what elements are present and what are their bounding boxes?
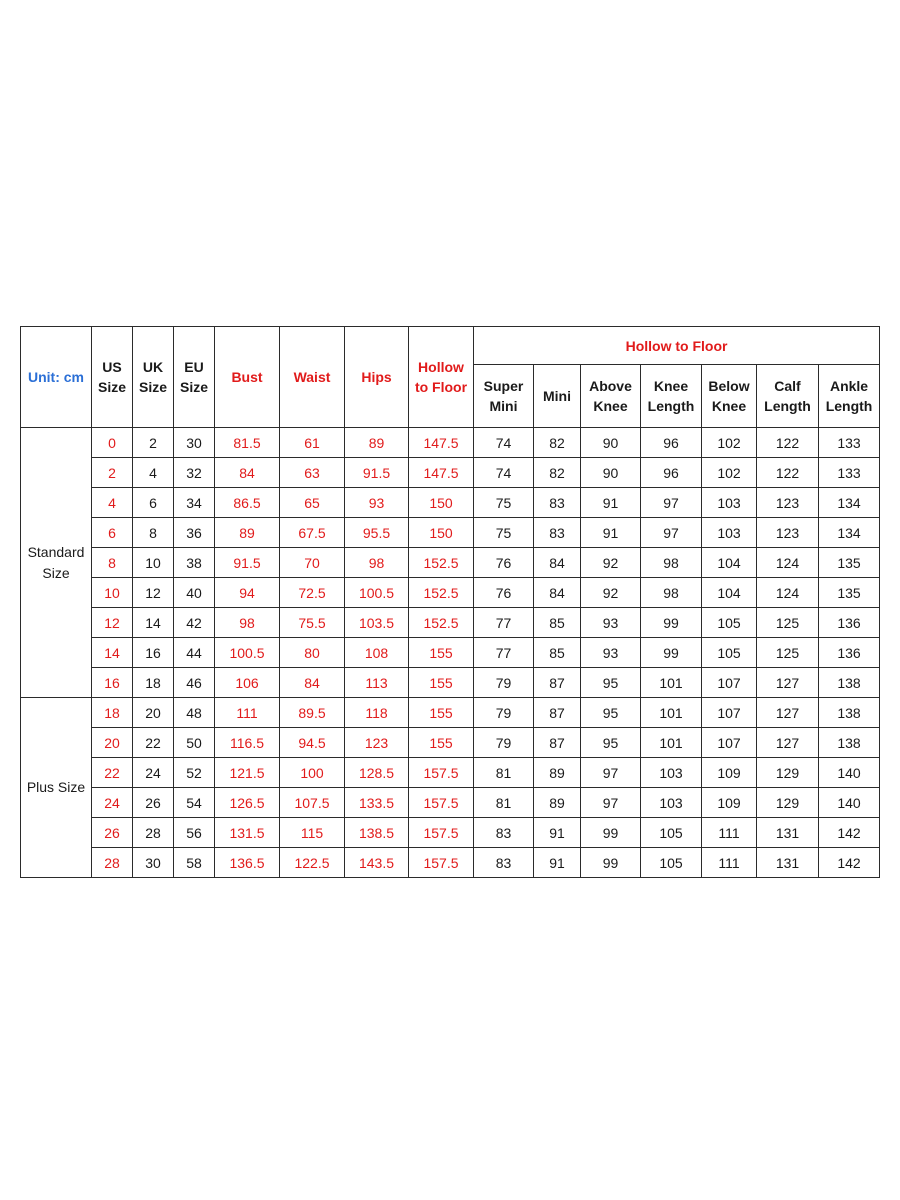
table-row <box>21 578 880 608</box>
table-cell: 24 <box>92 788 133 818</box>
unit-label: Unit: cm <box>21 327 92 428</box>
table-cell: 111 <box>702 848 757 878</box>
table-cell: 42 <box>174 608 215 638</box>
table-cell: 16 <box>133 638 174 668</box>
table-cell: 134 <box>819 518 880 548</box>
table-cell: 136 <box>819 638 880 668</box>
col-length-knee-length: Knee Length <box>641 365 702 428</box>
table-cell: 99 <box>641 608 702 638</box>
table-cell: 75 <box>474 518 534 548</box>
table-cell: 103 <box>702 488 757 518</box>
table-cell: 20 <box>92 728 133 758</box>
table-cell: 95 <box>581 668 641 698</box>
table-row <box>21 458 880 488</box>
table-cell: 122 <box>757 428 819 458</box>
table-cell: 100 <box>280 758 345 788</box>
col-length-below-knee: Below Knee <box>702 365 757 428</box>
table-cell: 28 <box>133 818 174 848</box>
table-cell: 107 <box>702 698 757 728</box>
table-cell: 140 <box>819 788 880 818</box>
col-us-size: US Size <box>92 327 133 428</box>
table-cell: 143.5 <box>345 848 409 878</box>
table-cell: 99 <box>581 848 641 878</box>
table-cell: 2 <box>133 428 174 458</box>
table-cell: 105 <box>702 608 757 638</box>
table-cell: 28 <box>92 848 133 878</box>
table-cell: 101 <box>641 668 702 698</box>
table-cell: 89 <box>215 518 280 548</box>
table-cell: 124 <box>757 548 819 578</box>
table-cell: 16 <box>92 668 133 698</box>
table-cell: 118 <box>345 698 409 728</box>
table-cell: 152.5 <box>409 608 474 638</box>
table-cell: 131 <box>757 848 819 878</box>
table-cell: 92 <box>581 578 641 608</box>
table-cell: 103 <box>641 788 702 818</box>
table-cell: 83 <box>534 518 581 548</box>
table-cell: 116.5 <box>215 728 280 758</box>
table-cell: 90 <box>581 428 641 458</box>
table-cell: 125 <box>757 638 819 668</box>
table-cell: 79 <box>474 728 534 758</box>
table-cell: 150 <box>409 518 474 548</box>
table-cell: 140 <box>819 758 880 788</box>
table-cell: 129 <box>757 758 819 788</box>
table-cell: 91.5 <box>215 548 280 578</box>
table-cell: 121.5 <box>215 758 280 788</box>
table-cell: 152.5 <box>409 548 474 578</box>
table-cell: 103.5 <box>345 608 409 638</box>
table-cell: 135 <box>819 548 880 578</box>
table-cell: 105 <box>641 848 702 878</box>
table-cell: 30 <box>133 848 174 878</box>
table-cell: 104 <box>702 578 757 608</box>
table-cell: 150 <box>409 488 474 518</box>
table-cell: 107 <box>702 728 757 758</box>
table-cell: 87 <box>534 728 581 758</box>
col-length-mini: Mini <box>534 365 581 428</box>
table-cell: 0 <box>92 428 133 458</box>
table-body <box>21 428 880 878</box>
table-cell: 81.5 <box>215 428 280 458</box>
table-cell: 22 <box>92 758 133 788</box>
table-cell: 26 <box>133 788 174 818</box>
table-cell: 98 <box>345 548 409 578</box>
table-cell: 50 <box>174 728 215 758</box>
table-cell: 124 <box>757 578 819 608</box>
table-cell: 82 <box>534 458 581 488</box>
table-cell: 100.5 <box>345 578 409 608</box>
table-cell: 126.5 <box>215 788 280 818</box>
table-cell: 147.5 <box>409 428 474 458</box>
table-cell: 81 <box>474 758 534 788</box>
table-cell: 26 <box>92 818 133 848</box>
table-cell: 97 <box>641 518 702 548</box>
table-cell: 138.5 <box>345 818 409 848</box>
table-cell: 46 <box>174 668 215 698</box>
table-cell: 84 <box>534 578 581 608</box>
table-cell: 63 <box>280 458 345 488</box>
table-cell: 89 <box>345 428 409 458</box>
table-cell: 136 <box>819 608 880 638</box>
table-cell: 98 <box>641 548 702 578</box>
table-cell: 157.5 <box>409 848 474 878</box>
table-cell: 138 <box>819 698 880 728</box>
col-length-calf-length: Calf Length <box>757 365 819 428</box>
table-cell: 82 <box>534 428 581 458</box>
table-cell: 147.5 <box>409 458 474 488</box>
table-row <box>21 818 880 848</box>
table-cell: 123 <box>757 518 819 548</box>
table-cell: 86.5 <box>215 488 280 518</box>
table-cell: 122.5 <box>280 848 345 878</box>
table-cell: 76 <box>474 548 534 578</box>
table-cell: 105 <box>702 638 757 668</box>
table-cell: 96 <box>641 428 702 458</box>
table-row <box>21 728 880 758</box>
table-cell: 84 <box>534 548 581 578</box>
table-cell: 93 <box>345 488 409 518</box>
table-cell: 72.5 <box>280 578 345 608</box>
table-cell: 98 <box>215 608 280 638</box>
table-cell: 8 <box>92 548 133 578</box>
table-cell: 93 <box>581 608 641 638</box>
table-cell: 91 <box>534 848 581 878</box>
table-cell: 18 <box>133 668 174 698</box>
table-cell: 36 <box>174 518 215 548</box>
table-cell: 56 <box>174 818 215 848</box>
table-cell: 111 <box>702 818 757 848</box>
table-cell: 10 <box>92 578 133 608</box>
table-cell: 155 <box>409 668 474 698</box>
table-cell: 103 <box>641 758 702 788</box>
table-cell: 91 <box>581 518 641 548</box>
table-cell: 105 <box>641 818 702 848</box>
col-length-ankle-length: Ankle Length <box>819 365 880 428</box>
table-cell: 22 <box>133 728 174 758</box>
table-cell: 107 <box>702 668 757 698</box>
table-row <box>21 488 880 518</box>
table-cell: 94 <box>215 578 280 608</box>
table-cell: 94.5 <box>280 728 345 758</box>
table-cell: 123 <box>345 728 409 758</box>
table-cell: 123 <box>757 488 819 518</box>
table-cell: 74 <box>474 428 534 458</box>
table-cell: 133.5 <box>345 788 409 818</box>
table-cell: 6 <box>133 488 174 518</box>
table-cell: 44 <box>174 638 215 668</box>
table-cell: 95 <box>581 728 641 758</box>
table-cell: 96 <box>641 458 702 488</box>
table-cell: 97 <box>641 488 702 518</box>
table-cell: 109 <box>702 758 757 788</box>
table-cell: 2 <box>92 458 133 488</box>
table-cell: 8 <box>133 518 174 548</box>
table-cell: 100.5 <box>215 638 280 668</box>
table-row <box>21 788 880 818</box>
table-cell: 75 <box>474 488 534 518</box>
table-cell: 54 <box>174 788 215 818</box>
table-cell: 65 <box>280 488 345 518</box>
table-cell: 127 <box>757 668 819 698</box>
table-row <box>21 548 880 578</box>
table-cell: 89.5 <box>280 698 345 728</box>
col-eu-size: EU Size <box>174 327 215 428</box>
table-cell: 122 <box>757 458 819 488</box>
table-cell: 90 <box>581 458 641 488</box>
table-cell: 115 <box>280 818 345 848</box>
table-cell: 131.5 <box>215 818 280 848</box>
table-cell: 157.5 <box>409 788 474 818</box>
table-row <box>21 758 880 788</box>
table-cell: 77 <box>474 638 534 668</box>
table-cell: 95.5 <box>345 518 409 548</box>
table-cell: 79 <box>474 668 534 698</box>
table-cell: 142 <box>819 848 880 878</box>
table-cell: 75.5 <box>280 608 345 638</box>
table-cell: 40 <box>174 578 215 608</box>
table-cell: 97 <box>581 758 641 788</box>
length-group-title: Hollow to Floor <box>474 327 880 365</box>
table-cell: 18 <box>92 698 133 728</box>
size-group-label: Plus Size <box>21 698 92 878</box>
size-chart-table <box>20 326 880 878</box>
table-cell: 74 <box>474 458 534 488</box>
table-cell: 38 <box>174 548 215 578</box>
table-cell: 109 <box>702 788 757 818</box>
table-row <box>21 668 880 698</box>
table-cell: 134 <box>819 488 880 518</box>
table-cell: 142 <box>819 818 880 848</box>
table-cell: 99 <box>581 818 641 848</box>
table-cell: 34 <box>174 488 215 518</box>
table-cell: 133 <box>819 428 880 458</box>
col-bust: Bust <box>215 327 280 428</box>
table-cell: 87 <box>534 698 581 728</box>
table-cell: 30 <box>174 428 215 458</box>
table-cell: 91 <box>581 488 641 518</box>
table-row <box>21 518 880 548</box>
table-cell: 81 <box>474 788 534 818</box>
table-cell: 101 <box>641 698 702 728</box>
table-row <box>21 698 880 728</box>
table-header <box>21 327 880 428</box>
table-cell: 10 <box>133 548 174 578</box>
table-cell: 83 <box>474 848 534 878</box>
table-cell: 4 <box>92 488 133 518</box>
table-cell: 85 <box>534 638 581 668</box>
table-cell: 155 <box>409 638 474 668</box>
table-cell: 155 <box>409 698 474 728</box>
table-cell: 67.5 <box>280 518 345 548</box>
table-cell: 138 <box>819 668 880 698</box>
table-cell: 76 <box>474 578 534 608</box>
table-cell: 14 <box>133 608 174 638</box>
table-cell: 80 <box>280 638 345 668</box>
table-cell: 129 <box>757 788 819 818</box>
col-length-super-mini: Super Mini <box>474 365 534 428</box>
table-cell: 93 <box>581 638 641 668</box>
table-cell: 103 <box>702 518 757 548</box>
table-cell: 12 <box>92 608 133 638</box>
table-row <box>21 428 880 458</box>
table-cell: 155 <box>409 728 474 758</box>
col-hips: Hips <box>345 327 409 428</box>
table-cell: 127 <box>757 698 819 728</box>
table-cell: 83 <box>474 818 534 848</box>
table-cell: 91.5 <box>345 458 409 488</box>
table-row <box>21 638 880 668</box>
table-cell: 127 <box>757 728 819 758</box>
table-cell: 87 <box>534 668 581 698</box>
table-cell: 89 <box>534 758 581 788</box>
table-cell: 79 <box>474 698 534 728</box>
table-cell: 12 <box>133 578 174 608</box>
table-cell: 152.5 <box>409 578 474 608</box>
col-length-above-knee: Above Knee <box>581 365 641 428</box>
table-cell: 20 <box>133 698 174 728</box>
table-cell: 24 <box>133 758 174 788</box>
table-cell: 138 <box>819 728 880 758</box>
table-cell: 108 <box>345 638 409 668</box>
table-cell: 136.5 <box>215 848 280 878</box>
col-uk-size: UK Size <box>133 327 174 428</box>
table-cell: 48 <box>174 698 215 728</box>
table-cell: 14 <box>92 638 133 668</box>
table-cell: 99 <box>641 638 702 668</box>
table-cell: 61 <box>280 428 345 458</box>
table-cell: 128.5 <box>345 758 409 788</box>
table-cell: 84 <box>280 668 345 698</box>
col-hollow-to-floor: Hollow to Floor <box>409 327 474 428</box>
table-cell: 32 <box>174 458 215 488</box>
table-cell: 89 <box>534 788 581 818</box>
table-cell: 83 <box>534 488 581 518</box>
table-cell: 131 <box>757 818 819 848</box>
table-cell: 92 <box>581 548 641 578</box>
table-cell: 101 <box>641 728 702 758</box>
table-cell: 135 <box>819 578 880 608</box>
table-cell: 84 <box>215 458 280 488</box>
table-cell: 98 <box>641 578 702 608</box>
table-cell: 104 <box>702 548 757 578</box>
table-cell: 97 <box>581 788 641 818</box>
table-cell: 58 <box>174 848 215 878</box>
size-group-label: Standard Size <box>21 428 92 698</box>
table-cell: 113 <box>345 668 409 698</box>
table-cell: 102 <box>702 428 757 458</box>
table-cell: 6 <box>92 518 133 548</box>
table-cell: 85 <box>534 608 581 638</box>
table-cell: 125 <box>757 608 819 638</box>
table-cell: 91 <box>534 818 581 848</box>
table-cell: 106 <box>215 668 280 698</box>
table-row <box>21 848 880 878</box>
table-cell: 70 <box>280 548 345 578</box>
col-waist: Waist <box>280 327 345 428</box>
table-cell: 4 <box>133 458 174 488</box>
table-cell: 52 <box>174 758 215 788</box>
table-cell: 157.5 <box>409 818 474 848</box>
table-cell: 77 <box>474 608 534 638</box>
table-cell: 95 <box>581 698 641 728</box>
table-cell: 133 <box>819 458 880 488</box>
table-cell: 102 <box>702 458 757 488</box>
table-cell: 107.5 <box>280 788 345 818</box>
table-row <box>21 608 880 638</box>
table-cell: 157.5 <box>409 758 474 788</box>
table-cell: 111 <box>215 698 280 728</box>
